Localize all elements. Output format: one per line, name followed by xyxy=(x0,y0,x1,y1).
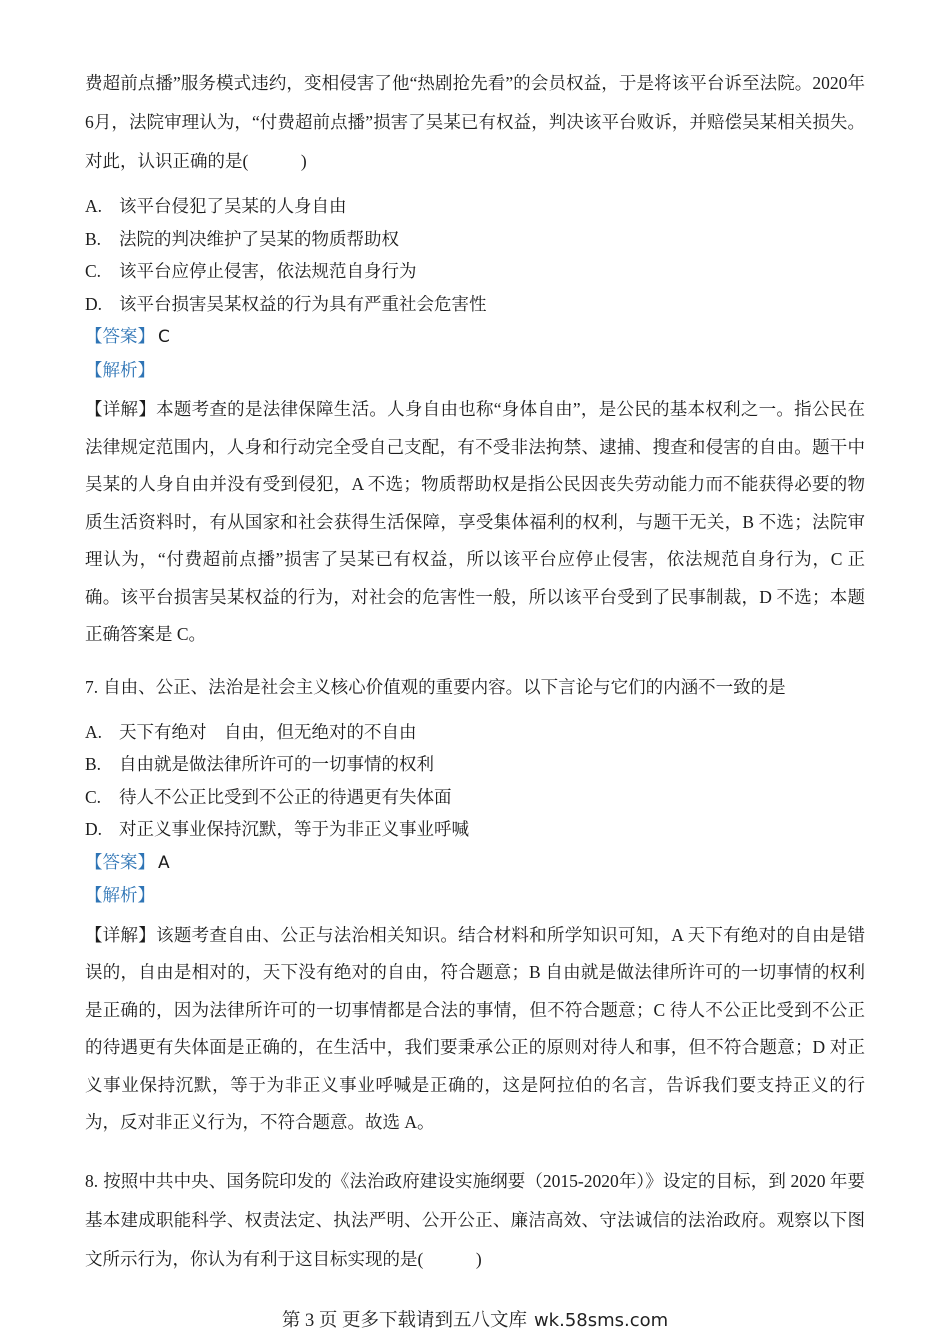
option-letter: B. xyxy=(85,754,102,774)
q7-detail-text: 该题考查自由、公正与法治相关知识。结合材料和所学知识可知，A 天下有绝对的自由是错误的，自由是相对的，天下没有绝对的自由，符合题意；B 自由就是做法律所许可的一切事情的权利是正确的，因为法律所许可的一切事情都是合法的事情，但不符合题意；C 待人不公正比受到不公正的待遇更有失体面是正确的，在生活中，我们要秉承公正的原则对待人和事，但不符合题意；D 对正义事业保持沉默，等于为非正义事业呼喊是正确的，这是阿拉伯的名言，告诉我们要支持正义的行为，反对非正义行为，不符合题意。故选 A。 xyxy=(85,924,866,1132)
option-letter: D. xyxy=(85,293,103,314)
footer-page-text: 第 3 页 更多下载请到五八文库 xyxy=(281,1311,527,1331)
option-letter: A. xyxy=(85,196,103,216)
option-text: 对正义事业保持沉默，等于为非正义事业呼喊 xyxy=(119,819,469,839)
q8-stem xyxy=(85,1162,865,1279)
q7-stem xyxy=(85,668,865,707)
option-text: 该平台损害吴某权益的行为具有严重社会危害性 xyxy=(119,293,487,314)
q6-option-b xyxy=(85,223,865,256)
footer-site-url: wk.58sms.com xyxy=(533,1310,669,1331)
answer-label: 【答案】 xyxy=(85,851,155,872)
question-7 xyxy=(85,668,865,1142)
q8-stem-text: 按照中共中央、国务院印发的《法治政府建设实施纲要（2015-2020年）》设定的目标，到 2020 年要基本建成职能科学、权责法定、执法严明、公开公正、廉洁高效、守法诚信的法治政府。观察以下图文所示行为，你认为有利于这目标实现的是( ) xyxy=(85,1170,865,1269)
q7-option-a xyxy=(85,716,865,749)
option-text: 自由就是做法律所许可的一切事情的权利 xyxy=(119,754,434,774)
q6-answer-value: C xyxy=(158,327,170,347)
q6-option-a xyxy=(85,190,865,223)
q7-stem-text: 自由、公正、法治是社会主义核心价值观的重要内容。以下言论与它们的内涵不一致的是 xyxy=(103,676,786,697)
q7-number: 7. xyxy=(85,676,99,697)
detail-label: 【详解】 xyxy=(85,924,157,945)
q7-option-c xyxy=(85,781,865,814)
analysis-label: 【解析】 xyxy=(85,359,155,380)
q6-analysis-row xyxy=(85,354,865,387)
q6-detail-text: 本题考查的是法律保障生活。人身自由也称“身体自由”，是公民的基本权利之一。指公民在法律规定范围内，人身和行动完全受自己支配，有不受非法拘禁、逮捕、搜查和侵害的自由。题干中吴某的人身自由并没有受到侵犯，A 不选；物质帮助权是指公民因丧失劳动能力而不能获得必要的物质生活资料时，有从国家和社会获得生活保障，享受集体福利的权利，与题干无关，B 不选；法院审理认为，“付费超前点播”损害了吴某已有权益，所以该平台应停止侵害，依法规范自身行为，C 正确。该平台损害吴某权益的行为，对社会的危害性一般，所以该平台受到了民事制裁，D 不选；本题正确答案是 C。 xyxy=(85,399,865,644)
option-letter: B. xyxy=(85,228,102,249)
option-text: 天下有绝对 自由，但无绝对的不自由 xyxy=(119,721,417,742)
q7-detail-paragraph xyxy=(85,917,865,1142)
option-text: 法院的判决维护了吴某的物质帮助权 xyxy=(119,228,399,249)
q6-options xyxy=(85,190,865,320)
q7-answer-value: A xyxy=(158,852,170,873)
analysis-label: 【解析】 xyxy=(85,885,155,905)
q7-option-b xyxy=(85,748,865,781)
q7-analysis-row xyxy=(85,879,865,912)
option-letter: A. xyxy=(85,721,103,742)
q6-stem-continuation: 费超前点播”服务模式违约，变相侵害了他“热剧抢先看”的会员权益，于是将该平台诉至法院。2020年6月，法院审理认为，“付费超前点播”损害了吴某已有权益，判决该平台败诉，并赔偿吴某相关损失。对此，认识正确的是( ) xyxy=(85,73,865,171)
q6-answer-row xyxy=(85,320,865,354)
question-8 xyxy=(85,1162,865,1279)
q7-answer-row xyxy=(85,846,865,880)
option-text: 该平台应停止侵害，依法规范自身行为 xyxy=(119,261,417,281)
option-text: 待人不公正比受到不公正的待遇更有失体面 xyxy=(119,786,452,807)
q6-detail-paragraph xyxy=(85,391,865,654)
option-letter: C. xyxy=(85,786,102,807)
q7-option-d xyxy=(85,813,865,846)
option-text: 该平台侵犯了吴某的人身自由 xyxy=(119,196,347,216)
option-letter: D. xyxy=(85,819,103,839)
answer-label: 【答案】 xyxy=(85,326,155,346)
detail-label: 【详解】 xyxy=(85,399,157,419)
q6-option-c xyxy=(85,255,865,288)
q7-options xyxy=(85,716,865,846)
q8-number: 8. xyxy=(85,1170,99,1191)
option-letter: C. xyxy=(85,261,102,281)
page-footer xyxy=(0,1306,950,1332)
q6-option-d xyxy=(85,288,865,321)
